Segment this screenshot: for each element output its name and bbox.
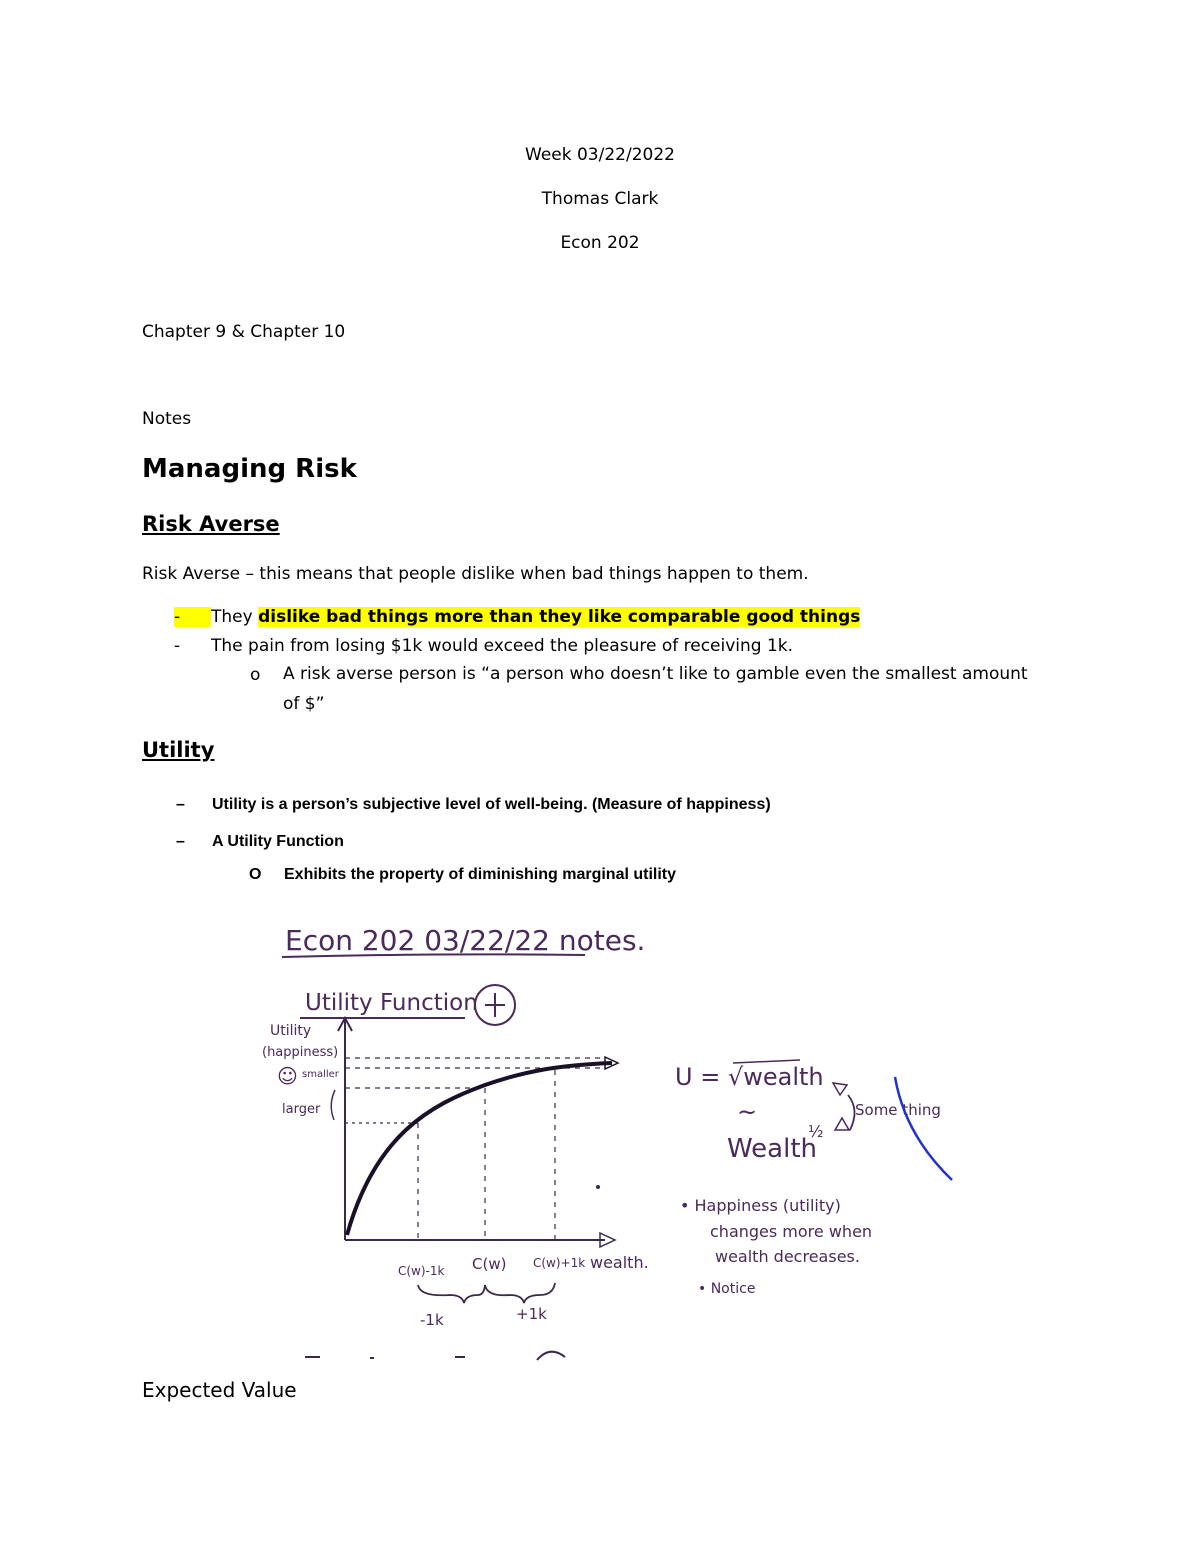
risk-averse-definition: Risk Averse – this means that people dislike when bad things happen to them. (142, 564, 809, 584)
utility-bullet-1: Utility is a person’s subjective level of well-being. (Measure of happiness) (212, 796, 771, 813)
plus-mark (485, 993, 505, 1017)
risk-averse-sub-line-2: of $” (283, 694, 325, 714)
note-line-3: wealth decreases. (715, 1247, 860, 1266)
note-line-notice: • Notice (698, 1281, 756, 1297)
risk-averse-bullet-1 (211, 607, 860, 627)
tick-c-w: C(w) (472, 1255, 507, 1273)
utility-equation: U = √wealth (675, 1063, 824, 1091)
graph-title: Utility Function (305, 990, 478, 1016)
exponent-half: ½ (808, 1122, 824, 1141)
utility-heading: Utility (142, 738, 215, 762)
tilde-mark: ~ (737, 1098, 758, 1126)
brace-plus (485, 1283, 555, 1303)
stray-dot (596, 1185, 600, 1189)
smiley-icon: ☺ (277, 1064, 298, 1088)
note-line-2: changes more when (710, 1222, 873, 1241)
brace-minus-label: -1k (420, 1311, 444, 1329)
notes-label: Notes (142, 409, 192, 429)
some-thing-label: Some thing (855, 1101, 941, 1119)
brace-minus (418, 1285, 485, 1303)
author-name: Thomas Clark (541, 189, 659, 209)
bullet-marker: – (176, 833, 185, 850)
utility-curve (347, 1063, 612, 1235)
utility-sub-bullet-1: Exhibits the property of diminishing marginal utility (284, 866, 677, 883)
section-title: Managing Risk (142, 454, 357, 484)
handwritten-title: Econ 202 03/22/22 notes. (285, 924, 646, 957)
course-name: Econ 202 (560, 233, 640, 253)
bullet-marker: – (176, 796, 185, 813)
wealth-power: Wealth (727, 1134, 818, 1164)
bullet-marker: - (174, 636, 181, 656)
blue-pen-stroke (895, 1077, 952, 1180)
risk-averse-bullet-2: The pain from losing $1k would exceed the pleasure of receiving 1k. (211, 636, 794, 656)
x-axis-label: wealth. (590, 1253, 649, 1272)
chapters-line: Chapter 9 & Chapter 10 (142, 322, 346, 342)
expected-value-heading: Expected Value (142, 1378, 297, 1402)
cut-off-scribble (305, 1352, 565, 1360)
y-label-happiness: (happiness) (262, 1045, 339, 1060)
tick-c-minus-1k: C(w)-1k (398, 1264, 445, 1278)
bullet-1-highlight: dislike bad things more than they like comparable good things (258, 607, 861, 627)
risk-averse-heading: Risk Averse (142, 512, 280, 536)
handwritten-notes-figure (240, 905, 980, 1365)
brace-plus-label: +1k (516, 1305, 547, 1323)
sub-bullet-marker: O (249, 866, 262, 883)
y-label-utility: Utility (270, 1023, 312, 1039)
tick-c-plus-1k: C(w)+1k (533, 1256, 586, 1270)
bullet-marker: - (174, 607, 211, 627)
note-line-1: • Happiness (utility) (680, 1196, 841, 1215)
larger-label: larger (282, 1102, 321, 1117)
some-thing-brace (848, 1095, 855, 1130)
pointer-arrows (833, 1083, 849, 1130)
risk-averse-sub-line-1: A risk averse person is “a person who doesn’t like to gamble even the smallest amount (283, 664, 1028, 684)
bullet-1-prefix: They (211, 607, 259, 627)
utility-bullet-2: A Utility Function (212, 833, 344, 850)
sub-bullet-marker: o (250, 665, 261, 685)
week-date: Week 03/22/2022 (525, 145, 675, 165)
smaller-label: smaller (302, 1069, 339, 1080)
larger-brace (331, 1090, 335, 1120)
